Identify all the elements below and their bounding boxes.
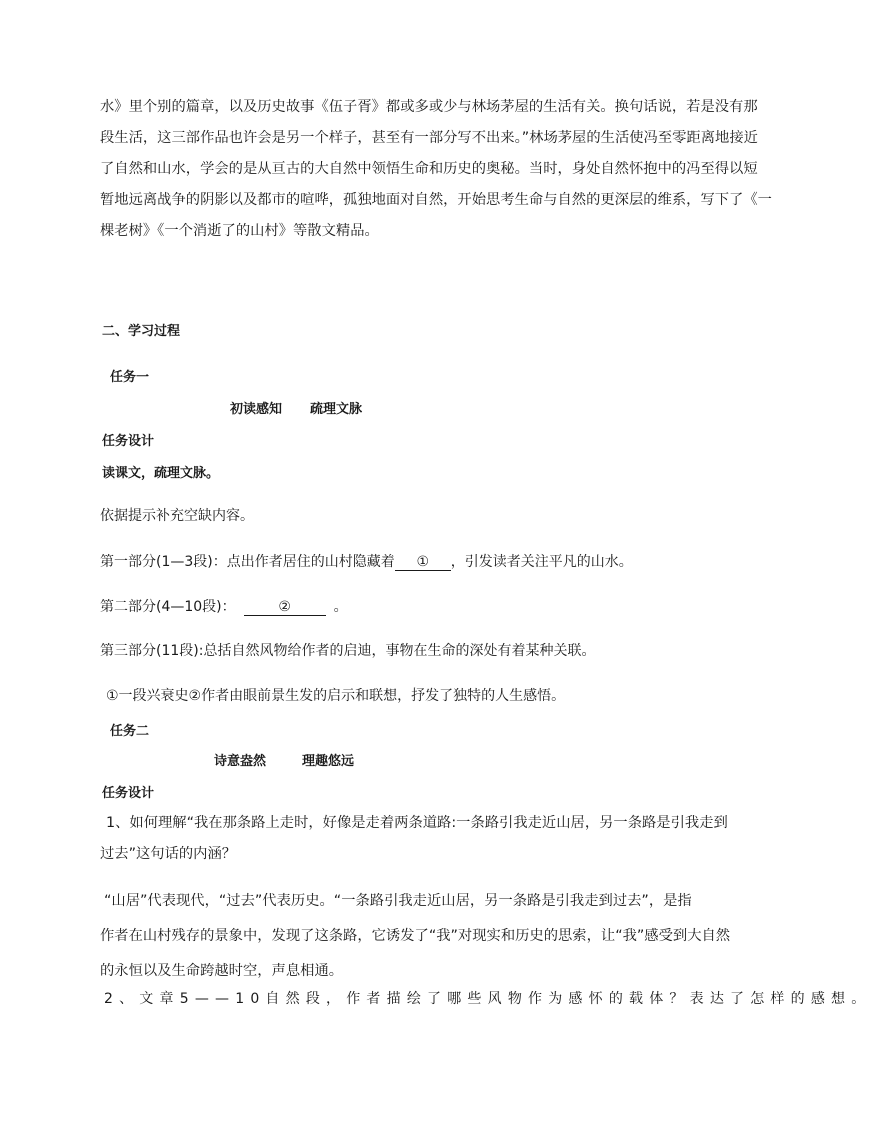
task1-label: 任务一 bbox=[110, 370, 150, 385]
task1-subtitle-a: 初读感知 bbox=[230, 402, 283, 417]
intro-paragraph bbox=[100, 92, 772, 247]
task2-subtitle bbox=[214, 750, 354, 769]
blank-2[interactable]: ② bbox=[244, 599, 326, 616]
task2-question-2: 2、文章5——10自然段，作者描绘了哪些风物作为感怀的载体？表达了怎样的感想。 bbox=[104, 991, 871, 1007]
intro-line: 水》里个别的篇章，以及历史故事《伍子胥》都或多或少与林场茅屋的生活有关。换句话说，若是没有那 bbox=[100, 99, 758, 115]
answer-line: “山居”代表现代，“过去”代表历史。“一条路引我走近山居，另一条路是引我走到过去”，是指 bbox=[104, 893, 692, 909]
answer-line: 的永恒以及生命跨越时空，声息相通。 bbox=[100, 963, 344, 979]
answer-line: 作者在山村残存的景象中，发现了这条路，它诱发了“我”对现实和历史的思索，让“我”感受到大自然 bbox=[100, 928, 731, 944]
intro-line: 暂地远离战争的阴影以及都市的喧哗，孤独地面对自然，开始思考生命与自然的更深层的维系，写下了《一 bbox=[100, 192, 772, 208]
section-heading: 二、学习过程 bbox=[102, 324, 181, 339]
intro-line: 了自然和山水，学会的是从亘古的大自然中领悟生命和历史的奥秘。当时，身处自然怀抱中的冯至得以短 bbox=[100, 161, 758, 177]
task2-answer-1 bbox=[100, 884, 730, 989]
task1-answer: ①一段兴衰史②作者由眼前景生发的启示和联想，抒发了独特的人生感悟。 bbox=[106, 688, 566, 704]
task2-label: 任务二 bbox=[110, 724, 150, 739]
blank-1[interactable]: ① bbox=[395, 554, 451, 571]
task2-design-label: 任务设计 bbox=[102, 786, 155, 801]
task1-part3: 第三部分(11段):总括自然风物给作者的启迪，事物在生命的深处有着某种关联。 bbox=[100, 643, 596, 659]
question-line: 过去”这句话的内涵？ bbox=[100, 846, 237, 862]
task1-subtitle-b: 疏理文脉 bbox=[310, 402, 363, 417]
task1-part2: 第二部分(4—10段)： ② 。 bbox=[100, 599, 348, 615]
task2-subtitle-b: 理趣悠远 bbox=[302, 754, 355, 769]
task2-question-1 bbox=[100, 808, 728, 870]
task1-instruction: 读课文，疏理文脉。 bbox=[102, 466, 220, 481]
intro-line: 棵老树》《一个消逝了的山村》等散文精品。 bbox=[100, 223, 379, 239]
question-line: 1、如何理解“我在那条路上走时，好像是走着两条道路:一条路引我走近山居，另一条路是引我走到 bbox=[106, 815, 728, 831]
task1-design-label: 任务设计 bbox=[102, 434, 155, 449]
task2-subtitle-a: 诗意盎然 bbox=[214, 754, 267, 769]
task1-prompt: 依据提示补充空缺内容。 bbox=[100, 508, 254, 524]
intro-line: 段生活，这三部作品也许会是另一个样子，甚至有一部分写不出来。”林场茅屋的生活使冯至零距离地接近 bbox=[100, 130, 758, 146]
task1-part1: 第一部分(1—3段)：点出作者居住的山村隐藏着 ① ，引发读者关注平凡的山水。 bbox=[100, 554, 633, 570]
task1-subtitle bbox=[230, 398, 362, 417]
